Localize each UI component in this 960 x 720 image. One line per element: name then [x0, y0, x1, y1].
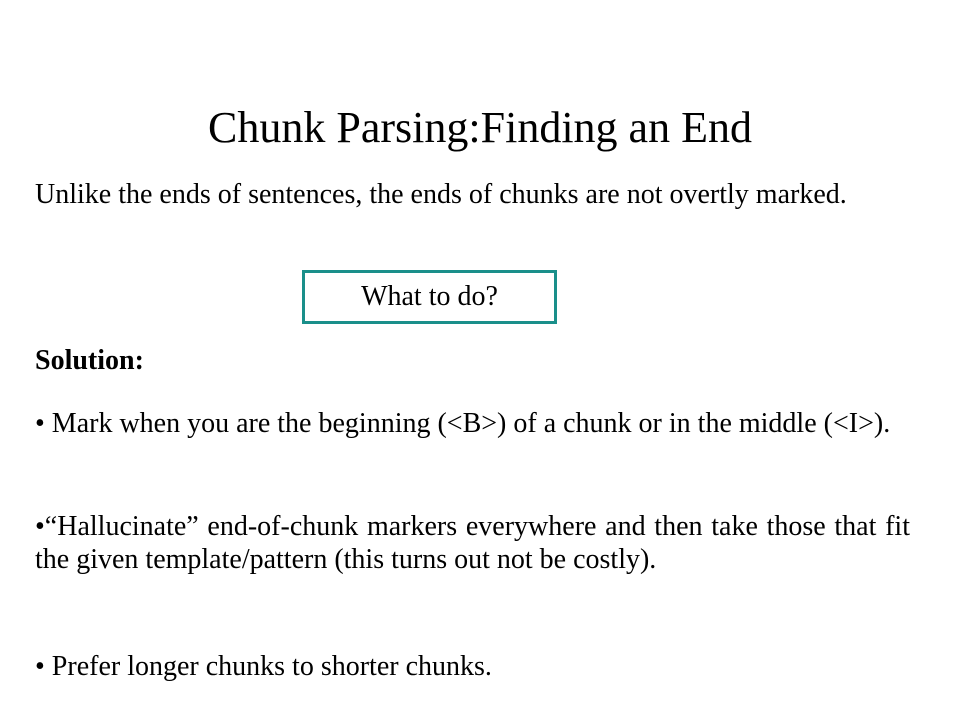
intro-paragraph: Unlike the ends of sentences, the ends of chunks are not overtly marked.: [35, 179, 847, 210]
callout-text: What to do?: [361, 281, 498, 312]
slide-title: Chunk Parsing:Finding an End: [208, 103, 752, 152]
bullet-hallucinate: •“Hallucinate” end-of-chunk markers everywhere and then take those that fit the given template/pattern (this turns out not be costly).: [35, 511, 910, 575]
what-to-do-callout: [302, 270, 557, 324]
solution-heading: Solution:: [35, 345, 144, 376]
bullet-prefer-longer: • Prefer longer chunks to shorter chunks.: [35, 651, 492, 682]
bullet-begin-middle: • Mark when you are the beginning (<B>) of a chunk or in the middle (<I>).: [35, 408, 891, 439]
